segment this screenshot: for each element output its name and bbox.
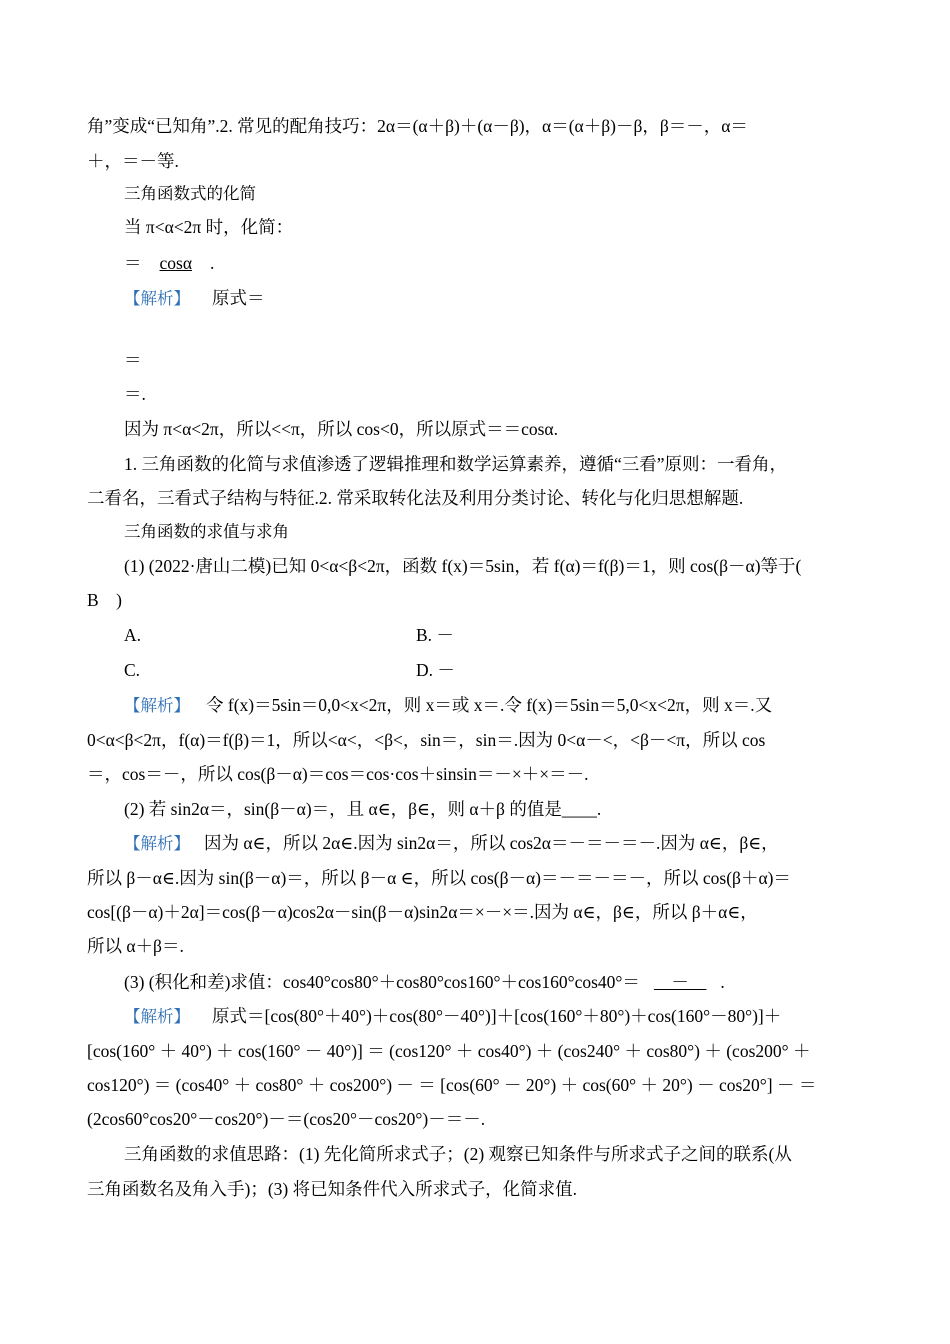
question-line: (1) (2022·唐山二模)已知 0<α<β<2π，函数 f(x)＝5sin，若 f(α)＝f(β)＝1，则 cos(β－α)等于(	[124, 556, 802, 576]
option-d: D. －	[416, 660, 455, 680]
question-text: (3) (积化和差)求值：cos40°cos80°＋cos80°cos160°＋cos160°cos40°＝	[124, 972, 640, 992]
solution-line	[124, 1004, 781, 1029]
section-heading: 三角函数的求值与求角	[124, 522, 289, 541]
solution-text: 原式＝[cos(80°＋40°)＋cos(80°－40°)]＋[cos(160°＋80°)＋cos(160°－80°)]＋	[212, 1006, 782, 1026]
text-line: 三角函数的求值思路：(1) 先化简所求式子；(2) 观察已知条件与所求式子之间的联系(从	[124, 1144, 792, 1164]
text-line: ＝	[124, 350, 142, 370]
period: .	[720, 972, 725, 992]
equals: ＝	[124, 253, 142, 273]
text-line: 所以 β－α∈.因为 sin(β－α)＝，所以 β－α ∈，所以 cos(β－α)＝－＝－＝－，所以 cos(β＋α)＝	[87, 868, 791, 888]
solution-tag: 【解析】	[124, 289, 190, 308]
question-line	[124, 970, 725, 994]
text-line: [cos(160° ＋ 40°) ＋ cos(160° － 40°)] ＝ (cos120° ＋ cos40°) ＋ (cos240° ＋ cos80°) ＋ (cos200° ＋	[87, 1041, 811, 1061]
solution-tag: 【解析】	[124, 834, 190, 853]
question-answer: B )	[87, 590, 122, 610]
text-line: cos[(β－α)＋2α]＝cos(β－α)cos2α－sin(β－α)sin2α＝×－×＝.因为 α∈，β∈，所以 β＋α∈，	[87, 902, 758, 922]
text-line: 角”变成“已知角”.2. 常见的配角技巧：2α＝(α＋β)＋(α－β)，α＝(α＋β)－β，β＝－，α＝	[87, 116, 748, 136]
text-line: ＋，＝－等.	[87, 151, 179, 171]
option-c: C.	[124, 660, 141, 680]
section-heading: 三角函数式的化简	[124, 184, 256, 203]
solution-text: 原式＝	[212, 288, 265, 308]
question-line: (2) 若 sin2α＝，sin(β－α)＝，且 α∈，β∈，则 α＋β 的值是____.	[124, 799, 602, 819]
option-a: A.	[124, 625, 142, 645]
text-line: (2cos60°cos20°－cos20°)－＝(cos20°－cos20°)－＝－.	[87, 1109, 486, 1129]
text-line: 0<α<β<2π，f(α)＝f(β)＝1，所以<α<，<β<，sin＝，sin＝.因为 0<α－<，<β－<π，所以 cos	[87, 730, 766, 750]
solution-text: 令 f(x)＝5sin＝0,0<x<2π，则 x＝或 x＝.令 f(x)＝5sin＝5,0<x<2π，则 x＝.又	[206, 695, 773, 715]
text-line: 当 π<α<2π 时，化简：	[124, 217, 294, 237]
solution-tag: 【解析】	[124, 1007, 190, 1026]
solution-line	[124, 831, 779, 856]
text-line: 因为 π<α<2π，所以<<π，所以 cos<0，所以原式＝＝cosα.	[124, 419, 558, 439]
period: .	[210, 253, 215, 273]
text-line: ＝，cos＝－，所以 cos(β－α)＝cos＝cos·cos＋sinsin＝－×＋×＝－.	[87, 764, 589, 784]
solution-text: 因为 α∈，所以 2α∈.因为 sin2α＝，所以 cos2α＝－＝－＝－.因为 α∈，β∈，	[204, 833, 779, 853]
text-line: cos120°) ＝ (cos40° ＋ cos80° ＋ cos200°) － ＝ [cos(60° － 20°) ＋ cos(60° ＋ 20°) － cos20°] － ＝	[87, 1075, 817, 1095]
answer-line	[124, 251, 214, 275]
text-line: 二看名，三看式子结构与特征.2. 常采取转化法及利用分类讨论、转化与化归思想解题.	[87, 488, 744, 508]
option-b: B. －	[416, 625, 454, 645]
solution-line	[124, 693, 772, 718]
solution-tag: 【解析】	[124, 696, 190, 715]
answer-blank: －	[653, 972, 707, 992]
solution-line	[124, 286, 265, 311]
answer-blank: cosα	[159, 253, 192, 273]
text-line: 1. 三角函数的化简与求值渗透了逻辑推理和数学运算素养，遵循“三看”原则：一看角，	[124, 454, 788, 474]
text-line: 所以 α＋β＝.	[87, 936, 184, 956]
text-line: ＝.	[124, 384, 146, 404]
text-line: 三角函数名及角入手)；(3) 将已知条件代入所求式子，化简求值.	[87, 1179, 577, 1199]
